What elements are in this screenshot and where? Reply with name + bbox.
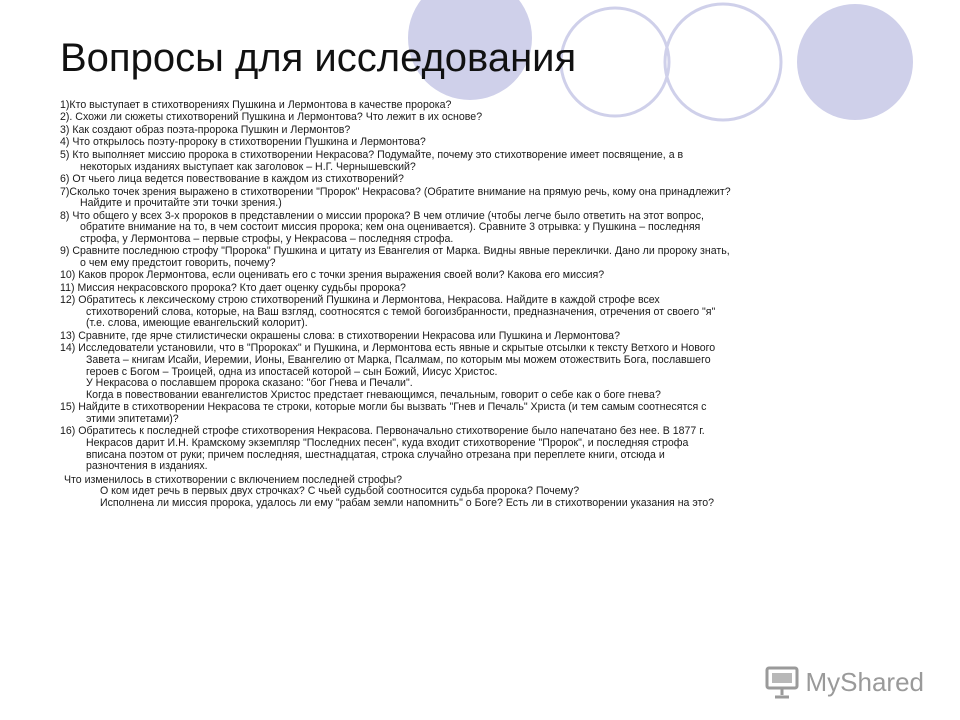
question-item: 15) Найдите в стихотворении Некрасова те строки, которые могли бы вызвать "Гнев и Печаль" Христа (и тем самым соотнесятся с этими эпитетами)? bbox=[60, 401, 707, 425]
questions-list bbox=[60, 100, 910, 510]
question-item: 8) Что общего у всех 3-х пророков в представлении о миссии пророка? В чем отличие (чтобы легче было ответить на этот вопрос, обратите внимание на то, в чем состоит миссия пророка; кем она оценивается). Сравните 3 отрывка: у Пушкина – последняя строфа, у Лермонтова – первые строфы, у Некрасова – последняя строфа. bbox=[60, 209, 704, 245]
final-questions bbox=[60, 475, 910, 510]
question-item: 2). Схожи ли сюжеты стихотворений Пушкина и Лермонтова? Что лежит в их основе? bbox=[60, 111, 483, 124]
question-item: 9) Сравните последнюю строфу "Пророка" Пушкина и цитату из Евангелия от Марка. Видны явные переклички. Дано ли пророку знать, о чем ему предстоит говорить, почему? bbox=[60, 245, 730, 269]
question-item: 14) Исследователи установили, что в "Пророках" и Пушкина, и Лермонтова есть явные и скрытые отсылки к тексту Ветхого и Нового Завета – книгам Исайи, Иеремии, Ионы, Евангелию от Марка, Псалмам, по которым мы можем отожествить Бога, пославшего героев с Богом – Троицей, одна из ипостасей которой – сын Божий, Иисус Христос. У Некрасова о пославшем пророка сказано: "бог Гнева и Печали". Когда в повествовании евангелистов Христос предстает гневающимся, печальным, говорит о себе как о боге гнева? bbox=[60, 342, 716, 401]
question-item: 13) Сравните, где ярче стилистически окрашены слова: в стихотворении Некрасова или Пушкина и Лермонтова? bbox=[60, 329, 620, 342]
question-item: 16) Обратитесь к последней строфе стихотворения Некрасова. Первоначально стихотворение было напечатано без нее. В 1877 г. Некрасов дарит И.Н. Крамскому экземпляр "Последних песен", куда входит стихотворение "Пророк", и последняя строфа вписана поэтом от руки; причем последняя, шестнадцатая, строка случайно отрезана при переплете книги, отсюда и разночтения в изданиях. bbox=[60, 425, 705, 473]
question-item: 12) Обратитесь к лексическому строю стихотворений Пушкина и Лермонтова, Некрасова. Найдите в каждой строфе всех стихотворений слова, которые, на Ваш взгляд, соотносятся с темой богоизбранности, предназначения, отречения от своего "я" (т.е. слова, имеющие евангельский колорит). bbox=[60, 294, 716, 330]
question-item: 5) Кто выполняет миссию пророка в стихотворении Некрасова? Подумайте, почему это стихотворение имеет посвящение, а в некоторых изданиях выступает как заголовок – Н.Г. Чернышевский? bbox=[60, 148, 684, 173]
question-item: 6) От чьего лица ведется повествование в каждом из стихотворений? bbox=[60, 173, 404, 186]
question-item: 4) Что открылось поэту-пророку в стихотворении Пушкина и Лермонтова? bbox=[60, 136, 426, 149]
question-item: 10) Каков пророк Лермонтова, если оценивать его с точки зрения выражения своей воли? Какова его миссия? bbox=[60, 269, 605, 282]
question-item: 7)Сколько точек зрения выражено в стихотворении "Пророк" Некрасова? (Обратите внимание на прямую речь, кому она принадлежит? Найдите и прочитайте эти точки зрения.) bbox=[60, 185, 731, 210]
presentation-board-icon bbox=[764, 665, 800, 699]
logo-text: MyShared bbox=[805, 666, 924, 697]
question-item: 1)Кто выступает в стихотворениях Пушкина и Лермонтова в качестве пророка? bbox=[60, 99, 452, 111]
final-question: Что изменилось в стихотворении с включением последней строфы? bbox=[64, 473, 402, 486]
final-question: О ком идет речь в первых двух строчках? С чьей судьбой соотносится судьба пророка? Почему? Исполнена ли миссия пророка, удалось ли ему "рабам земли напомнить" о Боге? Есть ли в стихотворении указания на это? bbox=[100, 485, 715, 509]
page-title: Вопросы для исследования bbox=[60, 36, 577, 80]
question-item: 3) Как создают образ поэта-пророка Пушкин и Лермонтов? bbox=[60, 123, 351, 136]
question-item: 11) Миссия некрасовского пророка? Кто дает оценку судьбы пророка? bbox=[60, 281, 406, 294]
myshared-logo bbox=[764, 662, 925, 702]
